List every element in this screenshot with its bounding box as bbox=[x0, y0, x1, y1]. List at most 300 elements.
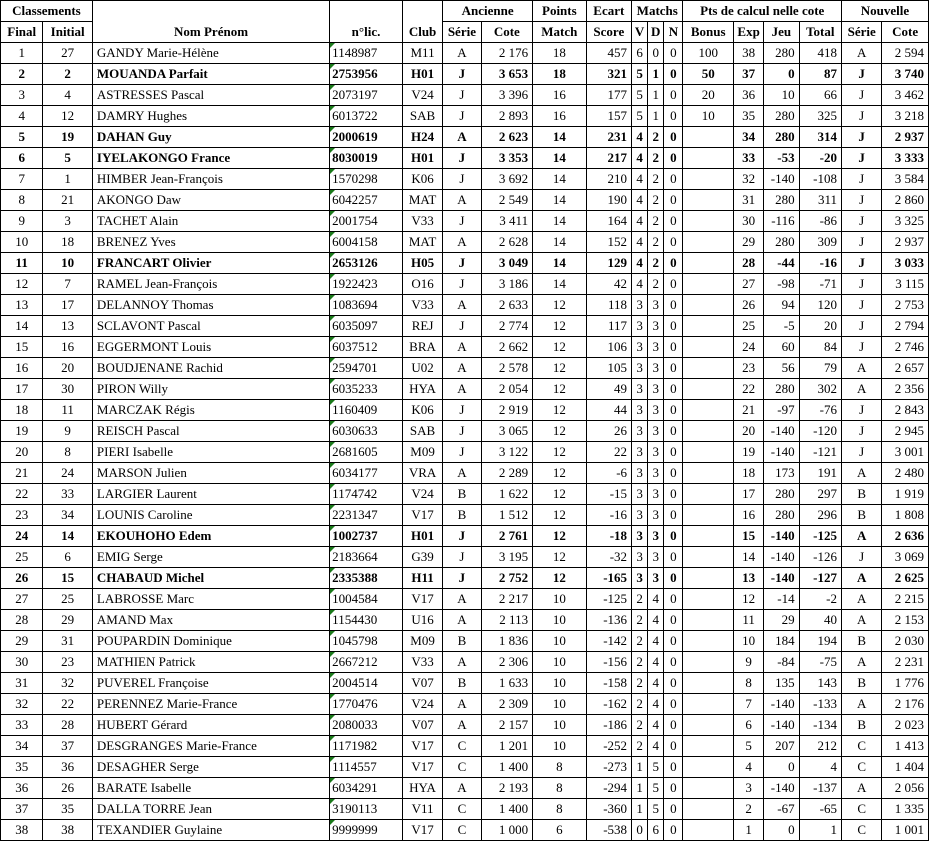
cell-new-cote: 3 325 bbox=[882, 211, 929, 232]
cell-total: 4 bbox=[799, 757, 841, 778]
cell-n: 0 bbox=[664, 442, 683, 463]
cell-points: 10 bbox=[533, 673, 587, 694]
cell-exp: 24 bbox=[733, 337, 763, 358]
cell-name: DESGRANGES Marie-France bbox=[92, 736, 329, 757]
cell-jeu: -140 bbox=[764, 526, 799, 547]
cell-initial: 20 bbox=[43, 358, 92, 379]
cell-final: 30 bbox=[1, 652, 43, 673]
cell-new-serie: A bbox=[841, 652, 881, 673]
cell-jeu: 280 bbox=[764, 379, 799, 400]
cell-licence: 1160409 bbox=[330, 400, 403, 421]
cell-final: 31 bbox=[1, 673, 43, 694]
cell-old-cote: 1 400 bbox=[481, 757, 532, 778]
table-row bbox=[1, 358, 929, 379]
cell-name: RAMEL Jean-François bbox=[92, 274, 329, 295]
cell-new-serie: A bbox=[841, 358, 881, 379]
cell-d: 1 bbox=[648, 106, 664, 127]
cell-initial: 19 bbox=[43, 127, 92, 148]
cell-name: PIRON Willy bbox=[92, 379, 329, 400]
cell-n: 0 bbox=[664, 295, 683, 316]
cell-total: -127 bbox=[799, 568, 841, 589]
cell-old-cote: 3 122 bbox=[481, 442, 532, 463]
cell-licence: 3190113 bbox=[330, 799, 403, 820]
cell-d: 3 bbox=[648, 547, 664, 568]
col-new-cote: Cote bbox=[882, 22, 929, 43]
cell-new-serie: J bbox=[841, 85, 881, 106]
cell-initial: 12 bbox=[43, 106, 92, 127]
cell-bonus bbox=[683, 463, 733, 484]
cell-score: 118 bbox=[586, 295, 631, 316]
cell-licence: 1922423 bbox=[330, 274, 403, 295]
cell-name: MARCZAK Régis bbox=[92, 400, 329, 421]
cell-initial: 28 bbox=[43, 715, 92, 736]
cell-exp: 28 bbox=[733, 253, 763, 274]
table-row bbox=[1, 463, 929, 484]
cell-points: 10 bbox=[533, 631, 587, 652]
cell-initial: 14 bbox=[43, 526, 92, 547]
cell-v: 3 bbox=[632, 337, 648, 358]
cell-old-cote: 1 000 bbox=[481, 820, 532, 841]
cell-score: 231 bbox=[586, 127, 631, 148]
cell-jeu: 184 bbox=[764, 631, 799, 652]
cell-bonus bbox=[683, 295, 733, 316]
cell-total: -71 bbox=[799, 274, 841, 295]
cell-licence: 2231347 bbox=[330, 505, 403, 526]
cell-jeu: 94 bbox=[764, 295, 799, 316]
cell-total: 194 bbox=[799, 631, 841, 652]
cell-new-serie: J bbox=[841, 442, 881, 463]
cell-name: EGGERMONT Louis bbox=[92, 337, 329, 358]
cell-old-serie: J bbox=[443, 526, 481, 547]
cell-bonus bbox=[683, 274, 733, 295]
cell-exp: 27 bbox=[733, 274, 763, 295]
cell-final: 19 bbox=[1, 421, 43, 442]
cell-name: GANDY Marie-Hélène bbox=[92, 43, 329, 64]
cell-v: 4 bbox=[632, 232, 648, 253]
table-row bbox=[1, 736, 929, 757]
cell-jeu: 0 bbox=[764, 757, 799, 778]
cell-old-cote: 3 353 bbox=[481, 148, 532, 169]
cell-club: H11 bbox=[402, 568, 442, 589]
cell-old-cote: 2 761 bbox=[481, 526, 532, 547]
cell-old-cote: 2 054 bbox=[481, 379, 532, 400]
cell-new-cote: 2 657 bbox=[882, 358, 929, 379]
cell-old-cote: 2 628 bbox=[481, 232, 532, 253]
cell-jeu: -140 bbox=[764, 694, 799, 715]
cell-licence: 6034177 bbox=[330, 463, 403, 484]
cell-bonus bbox=[683, 379, 733, 400]
cell-total: 311 bbox=[799, 190, 841, 211]
cell-n: 0 bbox=[664, 589, 683, 610]
cell-points: 18 bbox=[533, 64, 587, 85]
cell-final: 32 bbox=[1, 694, 43, 715]
cell-d: 2 bbox=[648, 169, 664, 190]
cell-old-serie: A bbox=[443, 190, 481, 211]
cell-old-cote: 1 201 bbox=[481, 736, 532, 757]
cell-v: 2 bbox=[632, 610, 648, 631]
cell-licence: 1770476 bbox=[330, 694, 403, 715]
cell-exp: 26 bbox=[733, 295, 763, 316]
cell-score: 26 bbox=[586, 421, 631, 442]
cell-exp: 14 bbox=[733, 547, 763, 568]
cell-v: 3 bbox=[632, 547, 648, 568]
cell-points: 12 bbox=[533, 463, 587, 484]
cell-club: H01 bbox=[402, 526, 442, 547]
cell-final: 5 bbox=[1, 127, 43, 148]
cell-v: 3 bbox=[632, 463, 648, 484]
cell-new-cote: 3 740 bbox=[882, 64, 929, 85]
cell-initial: 2 bbox=[43, 64, 92, 85]
cell-exp: 9 bbox=[733, 652, 763, 673]
cell-final: 12 bbox=[1, 274, 43, 295]
cell-new-cote: 2 945 bbox=[882, 421, 929, 442]
cell-club: K06 bbox=[402, 169, 442, 190]
cell-jeu: 280 bbox=[764, 43, 799, 64]
cell-n: 0 bbox=[664, 757, 683, 778]
cell-exp: 2 bbox=[733, 799, 763, 820]
cell-v: 3 bbox=[632, 316, 648, 337]
cell-new-cote: 1 001 bbox=[882, 820, 929, 841]
cell-new-cote: 2 030 bbox=[882, 631, 929, 652]
cell-jeu: 135 bbox=[764, 673, 799, 694]
table-row bbox=[1, 253, 929, 274]
cell-score: -125 bbox=[586, 589, 631, 610]
cell-initial: 34 bbox=[43, 505, 92, 526]
cell-old-serie: A bbox=[443, 232, 481, 253]
cell-d: 4 bbox=[648, 652, 664, 673]
table-row bbox=[1, 589, 929, 610]
cell-initial: 30 bbox=[43, 379, 92, 400]
cell-exp: 32 bbox=[733, 169, 763, 190]
table-row bbox=[1, 190, 929, 211]
cell-bonus bbox=[683, 484, 733, 505]
cell-new-serie: J bbox=[841, 127, 881, 148]
cell-new-serie: J bbox=[841, 106, 881, 127]
cell-n: 0 bbox=[664, 400, 683, 421]
cell-club: MAT bbox=[402, 190, 442, 211]
cell-total: -2 bbox=[799, 589, 841, 610]
cell-new-serie: B bbox=[841, 484, 881, 505]
cell-n: 0 bbox=[664, 652, 683, 673]
cell-old-serie: J bbox=[443, 253, 481, 274]
cell-initial: 38 bbox=[43, 820, 92, 841]
cell-v: 1 bbox=[632, 778, 648, 799]
cell-initial: 5 bbox=[43, 148, 92, 169]
cell-name: PERENNEZ Marie-France bbox=[92, 694, 329, 715]
cell-score: 164 bbox=[586, 211, 631, 232]
header-classements: Classements bbox=[1, 1, 93, 22]
cell-final: 38 bbox=[1, 820, 43, 841]
cell-final: 16 bbox=[1, 358, 43, 379]
cell-new-cote: 3 033 bbox=[882, 253, 929, 274]
cell-points: 12 bbox=[533, 379, 587, 400]
cell-new-cote: 2 153 bbox=[882, 610, 929, 631]
table-row bbox=[1, 757, 929, 778]
cell-total: -86 bbox=[799, 211, 841, 232]
cell-score: 42 bbox=[586, 274, 631, 295]
cell-points: 10 bbox=[533, 715, 587, 736]
cell-new-serie: B bbox=[841, 673, 881, 694]
cell-old-cote: 1 512 bbox=[481, 505, 532, 526]
col-n: N bbox=[664, 22, 683, 43]
cell-total: 191 bbox=[799, 463, 841, 484]
col-club: Club bbox=[402, 22, 442, 43]
cell-old-cote: 3 396 bbox=[481, 85, 532, 106]
cell-n: 0 bbox=[664, 484, 683, 505]
header-column-row bbox=[1, 22, 929, 43]
cell-old-serie: A bbox=[443, 589, 481, 610]
cell-new-cote: 1 413 bbox=[882, 736, 929, 757]
col-match: Match bbox=[533, 22, 587, 43]
cell-club: V11 bbox=[402, 799, 442, 820]
cell-d: 4 bbox=[648, 610, 664, 631]
table-row bbox=[1, 652, 929, 673]
cell-new-cote: 2 843 bbox=[882, 400, 929, 421]
cell-bonus bbox=[683, 211, 733, 232]
cell-score: -186 bbox=[586, 715, 631, 736]
cell-name: LOUNIS Caroline bbox=[92, 505, 329, 526]
cell-old-cote: 2 893 bbox=[481, 106, 532, 127]
table-row bbox=[1, 400, 929, 421]
cell-licence: 6034291 bbox=[330, 778, 403, 799]
cell-club: V33 bbox=[402, 211, 442, 232]
cell-initial: 1 bbox=[43, 169, 92, 190]
cell-score: -142 bbox=[586, 631, 631, 652]
cell-jeu: -84 bbox=[764, 652, 799, 673]
cell-old-serie: J bbox=[443, 169, 481, 190]
cell-points: 10 bbox=[533, 694, 587, 715]
cell-exp: 5 bbox=[733, 736, 763, 757]
cell-n: 0 bbox=[664, 169, 683, 190]
cell-exp: 13 bbox=[733, 568, 763, 589]
cell-old-cote: 2 193 bbox=[481, 778, 532, 799]
cell-final: 17 bbox=[1, 379, 43, 400]
cell-score: -294 bbox=[586, 778, 631, 799]
cell-old-serie: A bbox=[443, 694, 481, 715]
cell-old-cote: 2 176 bbox=[481, 43, 532, 64]
table-row bbox=[1, 43, 929, 64]
cell-old-serie: A bbox=[443, 463, 481, 484]
cell-d: 2 bbox=[648, 211, 664, 232]
cell-club: V24 bbox=[402, 484, 442, 505]
cell-exp: 12 bbox=[733, 589, 763, 610]
cell-initial: 10 bbox=[43, 253, 92, 274]
table-row bbox=[1, 274, 929, 295]
cell-n: 0 bbox=[664, 232, 683, 253]
cell-new-serie: J bbox=[841, 169, 881, 190]
cell-club: V07 bbox=[402, 673, 442, 694]
header-nouvelle: Nouvelle bbox=[841, 1, 928, 22]
cell-initial: 37 bbox=[43, 736, 92, 757]
cell-jeu: 10 bbox=[764, 85, 799, 106]
cell-v: 3 bbox=[632, 358, 648, 379]
cell-jeu: -44 bbox=[764, 253, 799, 274]
cell-total: 87 bbox=[799, 64, 841, 85]
cell-new-serie: B bbox=[841, 631, 881, 652]
cell-bonus bbox=[683, 547, 733, 568]
cell-licence: 6030633 bbox=[330, 421, 403, 442]
cell-exp: 35 bbox=[733, 106, 763, 127]
cell-old-serie: J bbox=[443, 148, 481, 169]
cell-bonus bbox=[683, 694, 733, 715]
cell-final: 3 bbox=[1, 85, 43, 106]
cell-exp: 30 bbox=[733, 211, 763, 232]
cell-n: 0 bbox=[664, 820, 683, 841]
cell-bonus bbox=[683, 673, 733, 694]
cell-v: 4 bbox=[632, 211, 648, 232]
cell-old-cote: 3 692 bbox=[481, 169, 532, 190]
table-row bbox=[1, 715, 929, 736]
cell-new-serie: J bbox=[841, 421, 881, 442]
header-empty-club bbox=[402, 1, 442, 22]
cell-bonus bbox=[683, 169, 733, 190]
cell-initial: 18 bbox=[43, 232, 92, 253]
col-initial: Initial bbox=[43, 22, 92, 43]
cell-club: U02 bbox=[402, 358, 442, 379]
cell-new-cote: 2 594 bbox=[882, 43, 929, 64]
cell-points: 12 bbox=[533, 526, 587, 547]
cell-new-cote: 3 462 bbox=[882, 85, 929, 106]
cell-old-cote: 3 195 bbox=[481, 547, 532, 568]
cell-initial: 22 bbox=[43, 694, 92, 715]
cell-new-cote: 2 480 bbox=[882, 463, 929, 484]
cell-old-cote: 2 578 bbox=[481, 358, 532, 379]
cell-total: 418 bbox=[799, 43, 841, 64]
cell-exp: 19 bbox=[733, 442, 763, 463]
cell-exp: 3 bbox=[733, 778, 763, 799]
cell-score: -252 bbox=[586, 736, 631, 757]
cell-final: 15 bbox=[1, 337, 43, 358]
cell-exp: 15 bbox=[733, 526, 763, 547]
cell-d: 0 bbox=[648, 43, 664, 64]
header-matchs: Matchs bbox=[632, 1, 683, 22]
cell-name: POUPARDIN Dominique bbox=[92, 631, 329, 652]
cell-n: 0 bbox=[664, 85, 683, 106]
cell-jeu: 280 bbox=[764, 106, 799, 127]
cell-n: 0 bbox=[664, 190, 683, 211]
cell-old-serie: A bbox=[443, 43, 481, 64]
cell-score: -165 bbox=[586, 568, 631, 589]
cell-v: 3 bbox=[632, 568, 648, 589]
cell-old-cote: 3 065 bbox=[481, 421, 532, 442]
cell-new-serie: A bbox=[841, 526, 881, 547]
table-row bbox=[1, 232, 929, 253]
cell-bonus: 20 bbox=[683, 85, 733, 106]
cell-licence: 1083694 bbox=[330, 295, 403, 316]
cell-old-serie: J bbox=[443, 85, 481, 106]
cell-old-serie: A bbox=[443, 610, 481, 631]
cell-old-serie: J bbox=[443, 400, 481, 421]
cell-total: 84 bbox=[799, 337, 841, 358]
cell-points: 14 bbox=[533, 274, 587, 295]
cell-name: DALLA TORRE Jean bbox=[92, 799, 329, 820]
cell-club: O16 bbox=[402, 274, 442, 295]
cell-d: 3 bbox=[648, 505, 664, 526]
cell-score: -18 bbox=[586, 526, 631, 547]
cell-bonus: 50 bbox=[683, 64, 733, 85]
cell-jeu: 280 bbox=[764, 232, 799, 253]
cell-new-cote: 2 753 bbox=[882, 295, 929, 316]
cell-new-cote: 1 404 bbox=[882, 757, 929, 778]
cell-bonus bbox=[683, 148, 733, 169]
cell-new-cote: 3 218 bbox=[882, 106, 929, 127]
header-ecart: Ecart bbox=[586, 1, 631, 22]
cell-name: DESAGHER Serge bbox=[92, 757, 329, 778]
cell-name: PIERI Isabelle bbox=[92, 442, 329, 463]
cell-points: 14 bbox=[533, 190, 587, 211]
cell-club: V17 bbox=[402, 736, 442, 757]
cell-bonus bbox=[683, 505, 733, 526]
cell-n: 0 bbox=[664, 631, 683, 652]
cell-jeu: 173 bbox=[764, 463, 799, 484]
cell-bonus bbox=[683, 316, 733, 337]
cell-bonus bbox=[683, 400, 733, 421]
cell-score: -538 bbox=[586, 820, 631, 841]
cell-n: 0 bbox=[664, 421, 683, 442]
cell-final: 28 bbox=[1, 610, 43, 631]
cell-old-cote: 2 633 bbox=[481, 295, 532, 316]
cell-exp: 21 bbox=[733, 400, 763, 421]
cell-name: LABROSSE Marc bbox=[92, 589, 329, 610]
cell-jeu: 56 bbox=[764, 358, 799, 379]
table-row bbox=[1, 211, 929, 232]
cell-new-cote: 2 746 bbox=[882, 337, 929, 358]
cell-d: 4 bbox=[648, 673, 664, 694]
cell-licence: 2335388 bbox=[330, 568, 403, 589]
cell-new-cote: 2 794 bbox=[882, 316, 929, 337]
cell-club: H01 bbox=[402, 64, 442, 85]
cell-final: 36 bbox=[1, 778, 43, 799]
cell-licence: 6004158 bbox=[330, 232, 403, 253]
cell-old-serie: J bbox=[443, 442, 481, 463]
cell-new-serie: A bbox=[841, 568, 881, 589]
cell-jeu: 280 bbox=[764, 127, 799, 148]
table-row bbox=[1, 337, 929, 358]
cell-club: H01 bbox=[402, 148, 442, 169]
cell-exp: 11 bbox=[733, 610, 763, 631]
cell-new-cote: 2 860 bbox=[882, 190, 929, 211]
cell-new-cote: 1 335 bbox=[882, 799, 929, 820]
cell-points: 12 bbox=[533, 547, 587, 568]
cell-d: 3 bbox=[648, 463, 664, 484]
cell-bonus bbox=[683, 337, 733, 358]
cell-n: 0 bbox=[664, 64, 683, 85]
cell-initial: 13 bbox=[43, 316, 92, 337]
cell-jeu: 0 bbox=[764, 64, 799, 85]
cell-club: M09 bbox=[402, 631, 442, 652]
cell-final: 27 bbox=[1, 589, 43, 610]
cell-old-cote: 2 623 bbox=[481, 127, 532, 148]
cell-d: 2 bbox=[648, 148, 664, 169]
cell-club: K06 bbox=[402, 400, 442, 421]
cell-old-cote: 3 411 bbox=[481, 211, 532, 232]
cell-d: 1 bbox=[648, 85, 664, 106]
cell-jeu: -140 bbox=[764, 715, 799, 736]
cell-final: 24 bbox=[1, 526, 43, 547]
cell-total: 296 bbox=[799, 505, 841, 526]
cell-final: 21 bbox=[1, 463, 43, 484]
cell-v: 1 bbox=[632, 799, 648, 820]
cell-exp: 10 bbox=[733, 631, 763, 652]
cell-licence: 1174742 bbox=[330, 484, 403, 505]
cell-n: 0 bbox=[664, 694, 683, 715]
cell-total: 40 bbox=[799, 610, 841, 631]
cell-initial: 35 bbox=[43, 799, 92, 820]
cell-score: 321 bbox=[586, 64, 631, 85]
cell-d: 3 bbox=[648, 358, 664, 379]
cell-new-serie: J bbox=[841, 148, 881, 169]
col-cote: Cote bbox=[481, 22, 532, 43]
